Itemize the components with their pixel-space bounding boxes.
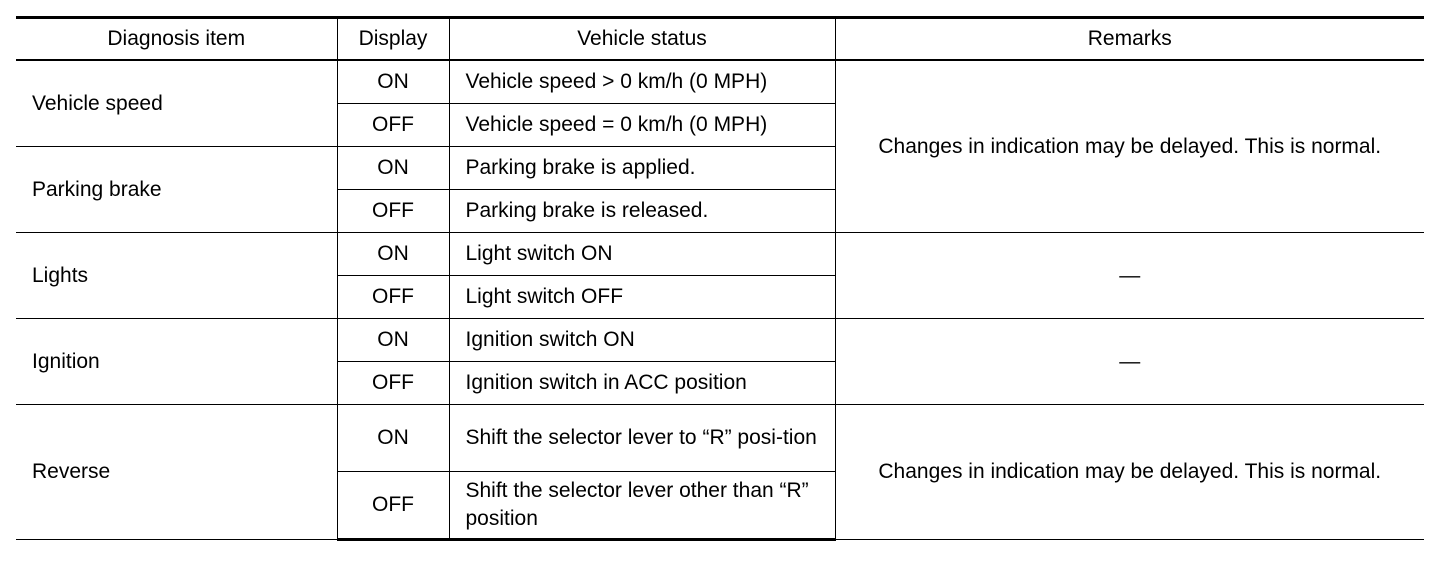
item-reverse: Reverse [16,405,337,540]
header-diagnosis-item: Diagnosis item [16,18,337,61]
item-vehicle-speed: Vehicle speed [16,60,337,147]
display-value: ON [337,319,449,362]
remark-lights: — [835,233,1424,319]
diagnosis-table [16,16,1424,541]
item-ignition: Ignition [16,319,337,405]
remark-ignition: — [835,319,1424,405]
header-display: Display [337,18,449,61]
status-text: Vehicle speed > 0 km/h (0 MPH) [449,60,835,104]
status-text: Light switch ON [449,233,835,276]
status-text: Ignition switch in ACC position [449,362,835,405]
remark-speed-brake: Changes in indication may be delayed. This is normal. [835,60,1424,233]
item-parking-brake: Parking brake [16,147,337,233]
display-value: ON [337,405,449,472]
display-value: OFF [337,362,449,405]
status-text: Light switch OFF [449,276,835,319]
header-vehicle-status: Vehicle status [449,18,835,61]
item-lights: Lights [16,233,337,319]
remark-reverse: Changes in indication may be delayed. This is normal. [835,405,1424,540]
table-row [16,319,1424,362]
display-value: OFF [337,276,449,319]
table-row [16,233,1424,276]
status-text: Shift the selector lever other than “R” position [449,472,835,540]
status-text: Vehicle speed = 0 km/h (0 MPH) [449,104,835,147]
display-value: OFF [337,472,449,540]
header-remarks: Remarks [835,18,1424,61]
display-value: OFF [337,190,449,233]
table-row [16,405,1424,472]
status-text: Parking brake is applied. [449,147,835,190]
status-text: Shift the selector lever to “R” posi-tion [449,405,835,472]
status-text: Parking brake is released. [449,190,835,233]
display-value: ON [337,233,449,276]
display-value: ON [337,147,449,190]
table-row [16,60,1424,104]
display-value: OFF [337,104,449,147]
display-value: ON [337,60,449,104]
table-header-row [16,18,1424,61]
status-text: Ignition switch ON [449,319,835,362]
